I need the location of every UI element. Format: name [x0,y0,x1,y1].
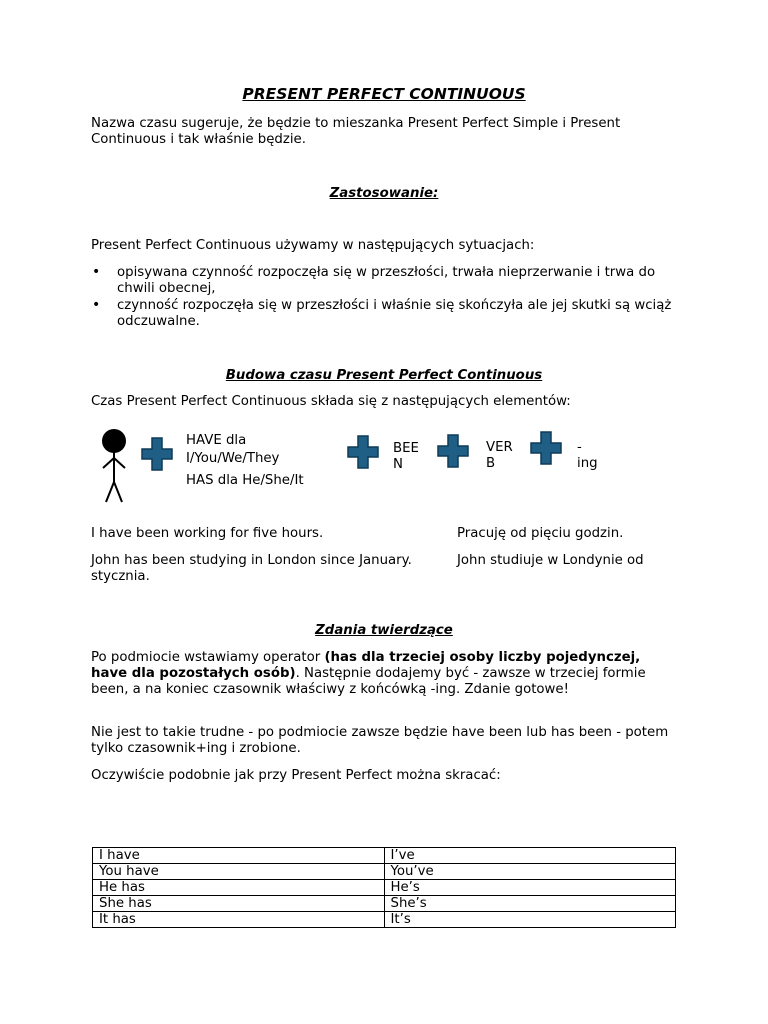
plus-icon [437,434,469,468]
usage-bullet-2 [92,297,677,330]
table-row [93,848,676,864]
verb-label: VERB [486,440,513,471]
has-label: HAS dla He/She/It [186,473,304,488]
table-row [93,880,676,896]
ing-suffix: -ing [577,440,598,471]
affirmative-text: Po podmiocie wstawiamy operator [91,650,325,665]
plus-icon [530,431,562,465]
bullet-marker: • [92,297,101,313]
example-1-en: I have been working for five hours. [91,526,324,541]
plus-icon [347,435,379,469]
have-label: HAVE dla [186,433,247,448]
structure-heading: Budowa czasu Present Perfect Continuous [225,368,543,383]
structure-lead: Czas Present Perfect Continuous składa się z następujących elementów: [91,394,571,409]
full-form-cell: She has [93,896,385,912]
usage-bullet-text: opisywana czynność rozpoczęła się w przeszłości, trwała nieprzerwanie i trwa do chwili obecnej, [117,265,656,296]
person-icon [98,428,132,504]
short-form-cell: He’s [384,880,676,896]
full-form-cell: I have [93,848,385,864]
table-row [93,912,676,928]
been-label: BEEN [393,441,419,472]
full-form-cell: He has [93,880,385,896]
page-title: PRESENT PERFECT CONTINUOUS [242,85,526,103]
full-form-cell: You have [93,864,385,880]
short-form-cell: She’s [384,896,676,912]
full-form-cell: It has [93,912,385,928]
short-form-cell: I’ve [384,848,676,864]
affirmative-bold-text: (has dla trzeciej osoby liczby pojedynczej, have dla pozostałych osób) [91,650,641,681]
table-row [93,896,676,912]
example-2-en: John has been studying in London since January. [91,553,412,568]
example-1-pl: Pracuję od pięciu godzin. [457,526,624,541]
affirmative-paragraph-3: Oczywiście podobnie jak przy Present Perfect można skracać: [91,768,501,783]
example-2-pl-wrap: stycznia. [91,569,150,584]
plus-icon [141,437,173,471]
usage-heading: Zastosowanie: [329,186,439,201]
table-row [93,864,676,880]
example-2-pl: John studiuje w Londynie od [457,553,644,568]
affirmative-text: . Następnie dodajemy być - zawsze w trzeciej formie been, a na koniec czasownik właściwy z końcówką -ing. Zdanie gotowe! [91,666,646,697]
affirmative-paragraph-1 [91,650,669,698]
contractions-table [92,847,676,928]
short-form-cell: You’ve [384,864,676,880]
usage-bullet-1 [92,264,677,297]
have-persons: I/You/We/They [186,451,280,466]
intro-paragraph: Nazwa czasu sugeruje, że będzie to mieszanka Present Perfect Simple i Present Continuous i tak właśnie będzie. [91,116,621,147]
affirmative-paragraph-2: Nie jest to takie trudne - po podmiocie zawsze będzie have been lub has been - potem tylko czasownik+ing i zrobione. [91,725,669,756]
usage-bullet-text: czynność rozpoczęła się w przeszłości i właśnie się skończyła ale jej skutki są wciąż odczuwalne. [117,298,672,329]
affirmative-heading: Zdania twierdzące [315,623,453,638]
bullet-marker: • [92,264,101,280]
usage-lead: Present Perfect Continuous używamy w następujących sytuacjach: [91,238,535,253]
operator-box [186,433,316,488]
short-form-cell: It’s [384,912,676,928]
